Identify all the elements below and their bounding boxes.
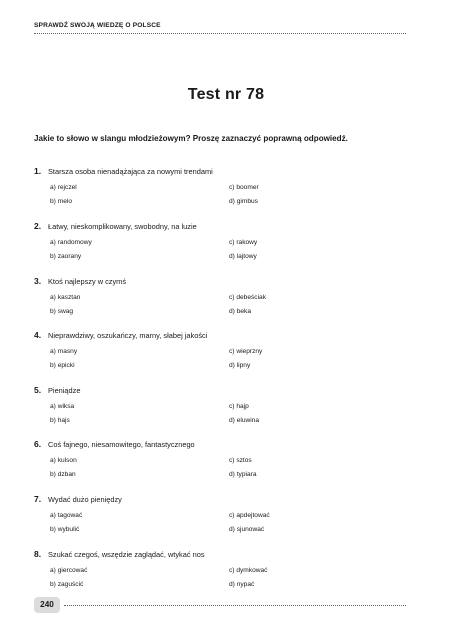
question-text: Łatwy, nieskomplikowany, swobodny, na luzie [48,222,197,231]
option-c: c) dymkować [229,567,268,574]
question-text: Ktoś najlepszy w czymś [48,277,127,286]
question-1 [34,166,414,215]
option-d: d) lajtowy [229,253,257,260]
option-b: b) zaguścić [50,581,84,588]
option-a: a) rejczel [50,184,77,191]
question-6 [34,439,414,488]
footer-dotted-rule [64,605,406,606]
question-text: Coś fajnego, niesamowitego, fantastycznego [48,440,195,449]
option-d: d) typiara [229,471,257,478]
option-b: b) hajs [50,417,70,424]
question-text: Wydać dużo pieniędzy [48,495,122,504]
question-text: Szukać czegoś, wszędzie zaglądać, wtykać nos [48,550,205,559]
question-number: 8. [34,549,42,559]
question-5 [34,385,414,434]
option-c: c) rakowy [229,239,258,246]
question-number: 5. [34,385,42,395]
page-footer [34,597,406,615]
question-2 [34,221,414,270]
instruction-text: Jakie to słowo w slangu młodzieżowym? Proszę zaznaczyć poprawną odpowiedź. [34,134,348,143]
option-d: d) eluwina [229,417,260,424]
question-number: 1. [34,166,42,176]
question-3 [34,276,414,325]
option-b: b) dzban [50,471,76,478]
question-number: 4. [34,330,42,340]
option-c: c) hajp [229,403,249,410]
option-b: b) wybulić [50,526,80,533]
header-dotted-rule [34,33,406,34]
running-header [34,22,406,34]
option-b: b) swag [50,308,74,315]
question-number: 7. [34,494,42,504]
option-b: b) zaorany [50,253,82,260]
option-d: d) lipny [229,362,251,369]
option-c: c) apdejtować [229,512,270,519]
question-text: Pieniądze [48,386,81,395]
option-d: d) sjunować [229,526,265,533]
test-title: Test nr 78 [187,86,265,103]
option-b: b) epicki [50,362,75,369]
option-c: c) sztos [229,457,252,464]
option-c: c) debeściak [229,294,267,301]
question-number: 3. [34,276,42,286]
header-title: SPRAWDŹ SWOJĄ WIEDZĘ O POLSCE [34,22,161,29]
question-8 [34,549,414,598]
question-number: 6. [34,439,42,449]
option-d: d) gimbus [229,198,258,205]
option-a: a) wiksa [50,403,75,410]
question-7 [34,494,414,543]
option-b: b) melo [50,198,72,205]
option-a: a) randomowy [50,239,92,246]
question-number: 2. [34,221,42,231]
option-d: d) nypać [229,581,255,588]
question-text: Starsza osoba nienadążająca za nowymi trendami [48,167,213,176]
option-c: c) wieprzny [229,348,263,355]
question-4 [34,330,414,379]
option-a: a) giercować [50,567,88,574]
option-c: c) boomer [229,184,259,191]
option-a: a) masny [50,348,78,355]
option-a: a) kasztan [50,294,81,301]
option-a: a) tagować [50,512,83,519]
page-number: 240 [34,597,60,613]
question-text: Nieprawdziwy, oszukańczy, marny, słabej jakości [48,331,208,340]
option-a: a) kulson [50,457,77,464]
option-d: d) beka [229,308,251,315]
